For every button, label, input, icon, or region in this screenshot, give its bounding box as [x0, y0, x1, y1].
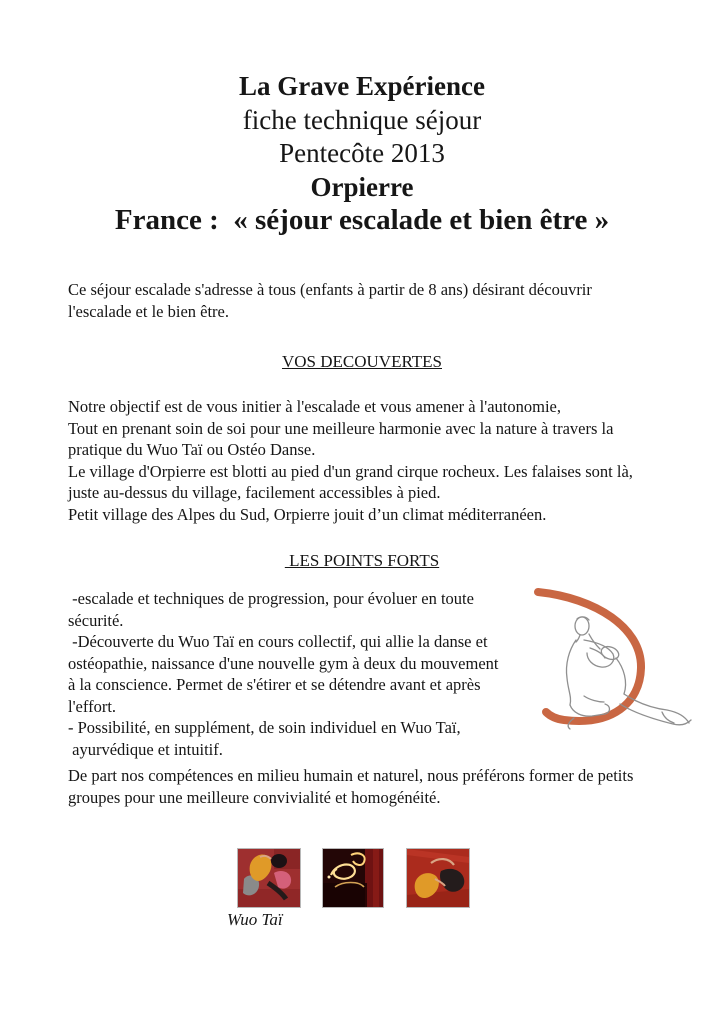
strengths-line: à la conscience. Permet de s'étirer et se détendre avant et après [68, 675, 481, 694]
closing-paragraph [68, 765, 633, 808]
discoveries-line: juste au-dessus du village, facilement accessibles à pied. [68, 483, 441, 502]
section-heading-strengths: LES POINTS FORTS [284, 551, 440, 570]
gallery-caption: Wuo Taï [227, 910, 283, 929]
closing-line: groupes pour une meilleure convivialité et homogénéité. [68, 787, 441, 807]
doc-date: Pentecôte 2013 [279, 138, 445, 168]
doc-location: Orpierre [310, 171, 414, 202]
strengths-line: -Découverte du Wuo Taï en cours collectif, qui allie la danse et [68, 632, 488, 651]
intro-line: Ce séjour escalade s'adresse à tous (enfants à partir de 8 ans) désirant découvrir [68, 280, 592, 299]
closing-line: De part nos compétences en milieu humain et naturel, nous préférons former de petits [68, 766, 634, 785]
wuo-tai-floor-pose-photo [406, 848, 470, 908]
title-block [0, 70, 724, 238]
orange-crescent-arc [538, 592, 641, 721]
strengths-line: l'effort. [68, 696, 117, 716]
section-heading-discoveries: VOS DECOUVERTES [281, 352, 442, 371]
wuo-tai-sketch-svg [524, 576, 700, 752]
intro-paragraph [68, 279, 592, 322]
doc-title: La Grave Expérience [239, 71, 485, 101]
discoveries-line: Le village d'Orpierre est blotti au pied d'un grand cirque rocheux. Les falaises sont là, [68, 461, 633, 481]
intro-line: l'escalade et le bien être. [68, 301, 230, 321]
strengths-line: -escalade et techniques de progression, pour évoluer en toute [68, 589, 474, 608]
doc-subtitle: fiche technique séjour [242, 104, 482, 135]
discoveries-paragraph [68, 396, 633, 525]
strengths-line: ayurvédique et intuitif. [68, 739, 223, 759]
light-trails-photo [322, 848, 384, 908]
wuo-tai-partner-pose-photo [237, 848, 301, 908]
strengths-line: ostéopathie, naissance d'une nouvelle gym à deux du mouvement [68, 653, 499, 673]
discoveries-line: pratique du Wuo Taï ou Ostéo Danse. [68, 440, 316, 459]
discoveries-line: Tout en prenant soin de soi pour une meilleure harmonie avec la nature à travers la [68, 418, 614, 438]
strengths-paragraph [68, 588, 528, 760]
strengths-line: - Possibilité, en supplément, de soin individuel en Wuo Taï, [68, 718, 461, 737]
discoveries-line: Petit village des Alpes du Sud, Orpierre jouit d’un climat méditerranéen. [68, 504, 547, 524]
doc-tagline: France : « séjour escalade et bien être » [114, 204, 610, 236]
strengths-line: sécurité. [68, 610, 124, 630]
discoveries-line: Notre objectif est de vous initier à l'escalade et vous amener à l'autonomie, [68, 397, 561, 416]
wuo-tai-sketch-illustration [524, 576, 700, 752]
